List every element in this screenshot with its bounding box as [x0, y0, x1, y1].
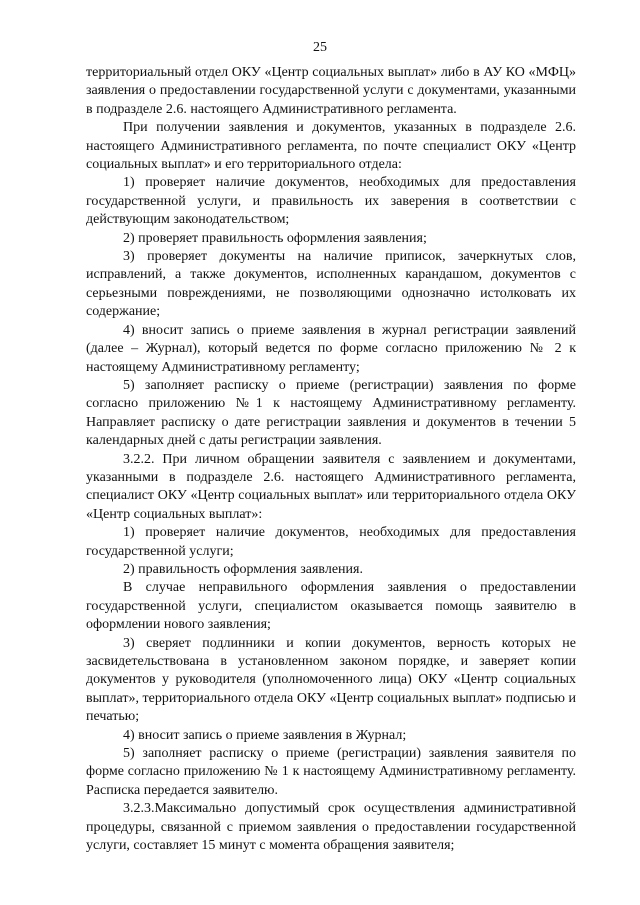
paragraph-8: 3.2.2. При личном обращении заявителя с заявлением и документами, указанными в подразделе 2.6. настоящего Административного регламента, специалист ОКУ «Центр социальных выплат» или территориального отдела ОКУ «Центр социальных выплат»: [86, 451, 576, 522]
paragraph-6: 4) вносит запись о приеме заявления в журнал регистрации заявлений (далее – Журнал), который ведется по форме согласно приложению № 2 к настоящему Административному регламенту; [86, 322, 576, 375]
paragraph-4: 2) проверяет правильность оформления заявления; [123, 230, 427, 246]
paragraph-9: 1) проверяет наличие документов, необходимых для предоставления государственной услуги; [86, 525, 576, 559]
paragraph-5: 3) проверяет документы на наличие приписок, зачеркнутых слов, исправлений, а также документов, исполненных карандашом, документов с серьезными повреждениями, не позволяющими однозначно истолковать их содержание; [86, 249, 576, 320]
paragraph-12: 3) сверяет подлинники и копии документов, верность которых не засвидетельствована в установленном законом порядке, и заверяет копии документов у руководителя (уполномоченного лица) ОКУ «Центр социальных выплат», территориального отдела ОКУ «Центр социальных выплат» подписью и печатью; [86, 635, 576, 725]
paragraph-13: 4) вносит запись о приеме заявления в Журнал; [123, 727, 407, 743]
paragraph-11: В случае неправильного оформления заявления о предоставлении государственной услуги, специалистом оказывается помощь заявителю в оформлении нового заявления; [86, 580, 576, 633]
paragraph-10: 2) правильность оформления заявления. [123, 561, 363, 577]
paragraph-3: 1) проверяет наличие документов, необходимых для предоставления государственной услуги, и правильность их заверения в соответствии с действующим законодательством; [86, 175, 576, 228]
paragraph-2: При получении заявления и документов, указанных в подразделе 2.6. настоящего Административного регламента, по почте специалист ОКУ «Центр социальных выплат» и его территориального отдела: [86, 120, 576, 173]
paragraph-1: территориальный отдел ОКУ «Центр социальных выплат» либо в АУ КО «МФЦ» заявления о предоставлении государственной услуги с документами, указанными в подразделе 2.6. настоящего Административного регламента. [86, 65, 576, 117]
page-number: 25 [313, 40, 327, 55]
paragraph-7: 5) заполняет расписку о приеме (регистрации) заявления по форме согласно приложению №1 к настоящему Административному регламенту. Направляет расписку о дате регистрации заявления и документов в течении 5 календарных дней с даты регистрации заявления. [86, 377, 576, 449]
paragraph-15: 3.2.3.Максимально допустимый срок осуществления административной процедуры, связанной с приемом заявления о предоставлении государственной услуги, составляет 15 минут с момента обращения заявителя; [86, 801, 576, 854]
paragraph-14: 5) заполняет расписку о приеме (регистрации) заявления заявителя по форме согласно приложению № 1 к настоящему Административному регламенту. Расписка передается заявителю. [86, 746, 576, 798]
document-body [86, 64, 576, 855]
